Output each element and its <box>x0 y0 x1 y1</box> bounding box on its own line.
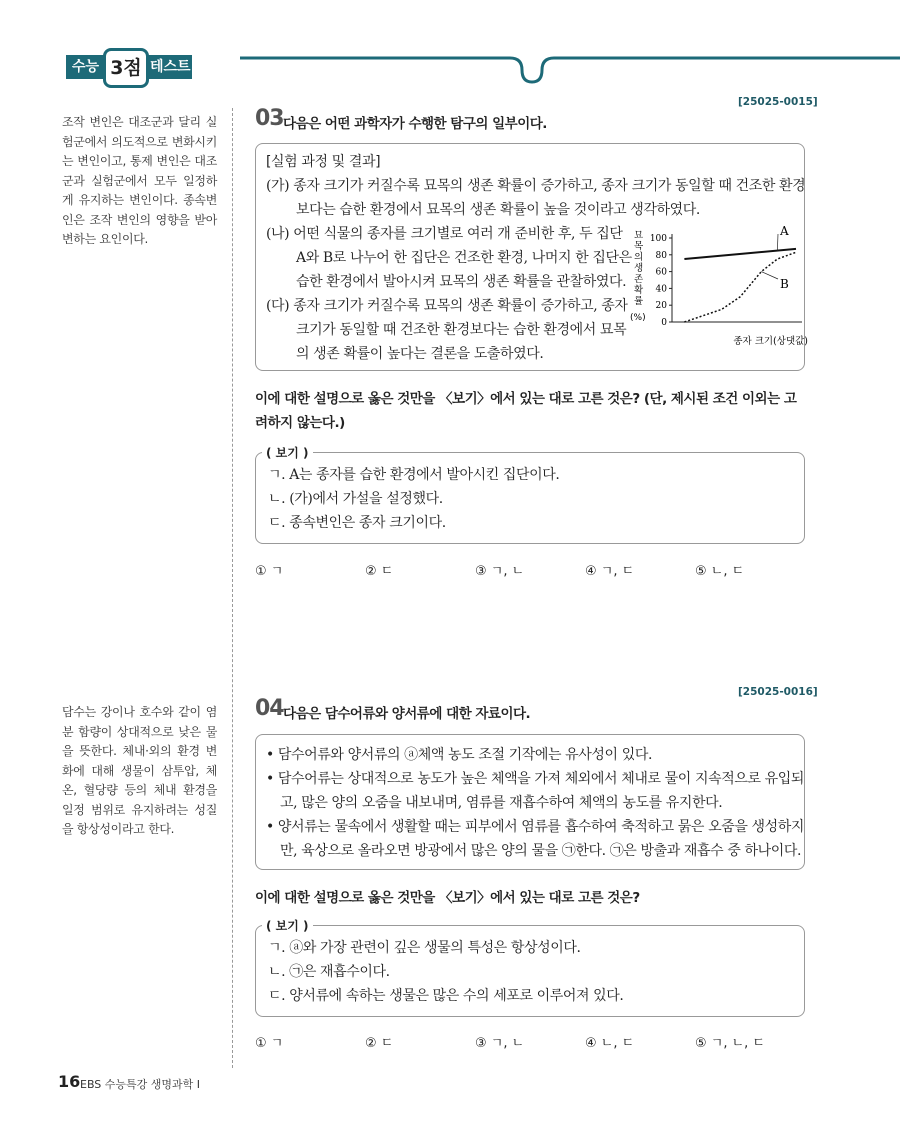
option[interactable]: ② ㄷ <box>365 564 394 579</box>
question-number: 03 <box>255 106 284 131</box>
text-line: • 양서류는 물속에서 생활할 때는 피부에서 염류를 흡수하여 축적하고 묽은 오줌을 생성하지 <box>266 819 804 835</box>
sidenote-q4: 담수는 강이나 호수와 같이 염분 함량이 상대적으로 낮은 물을 뜻한다. 체내·외의 환경 변화에 대해 생물이 삼투압, 체온, 혈당량 등의 체내 환경을 일정 범위로 유지하려는 성질을 항상성이라고 한다. <box>62 705 217 836</box>
y-tick-label: 100 <box>649 234 667 244</box>
column-divider <box>232 108 233 1068</box>
answer-options <box>255 560 815 579</box>
data-text <box>266 743 804 863</box>
text-line: • 담수어류와 양서류의 ⓐ체액 농도 조절 기작에는 유사성이 있다. <box>266 747 653 763</box>
bogi-item: ㄱ. ⓐ와 가장 관련이 깊은 생물의 특성은 항상성이다. <box>268 940 581 956</box>
bogi-label-text: 보기 <box>275 446 299 460</box>
header-test: 테스트 <box>146 55 192 79</box>
question-prompt: 이에 대한 설명으로 옳은 것만을 〈보기〉에서 있는 대로 고른 것은? <box>255 890 640 906</box>
bogi-item: ㄷ. 종속변인은 종자 크기이다. <box>268 515 446 531</box>
text-line: 고, 많은 양의 오줌을 내보내며, 염류를 재흡수하여 체액의 농도를 유지한다. <box>280 795 723 811</box>
bogi-item: ㄴ. ㉠은 재흡수이다. <box>268 964 390 980</box>
y-axis-label-char: 존 <box>634 274 644 285</box>
y-axis-label-char: 률 <box>634 296 644 307</box>
series-label-A: A <box>780 224 789 238</box>
option[interactable]: ⑤ ㄱ, ㄴ, ㄷ <box>695 1036 765 1051</box>
bogi-list <box>268 463 559 535</box>
text-line: 습한 환경에서 발아시켜 묘목의 생존 확률을 관찰하였다. <box>296 274 627 290</box>
y-tick-label: 0 <box>661 318 667 328</box>
bogi-label: ( 보기 ) <box>262 444 313 461</box>
series-A-line <box>684 249 796 259</box>
option[interactable]: ② ㄷ <box>365 1036 394 1051</box>
bogi-item: ㄱ. A는 종자를 습한 환경에서 발아시킨 집단이다. <box>268 467 560 483</box>
text-line: • 담수어류는 상대적으로 농도가 높은 체액을 가져 체외에서 체내로 물이 지속적으로 유입되 <box>266 771 804 787</box>
question-title: 다음은 어떤 과학자가 수행한 탐구의 일부이다. <box>283 116 547 132</box>
text-line: 만, 육상으로 올라오면 방광에서 많은 양의 물을 ㉠한다. ㉠은 방출과 재흡수 중 하나이다. <box>280 843 802 859</box>
sidenote-q3: 조작 변인은 대조군과 달리 실험군에서 의도적으로 변화시키는 변인이고, 통제 변인은 대조군과 실험군에서 모두 일정하게 유지하는 변인이다. 종속변인은 조작 변인의 영향을 받아 변하는 요인이다. <box>62 115 217 246</box>
y-tick-label: 80 <box>655 250 667 261</box>
header-label: 수능 <box>66 55 112 79</box>
y-axis-label-char: 생 <box>634 263 644 274</box>
option[interactable]: ④ ㄴ, ㄷ <box>585 1036 635 1051</box>
y-axis-label-char: 확 <box>634 285 644 296</box>
option[interactable]: ③ ㄱ, ㄴ <box>475 1036 525 1051</box>
question-code: [25025-0015] <box>738 96 818 108</box>
label-leader-A <box>777 234 778 251</box>
option[interactable]: ① ㄱ <box>255 1036 284 1051</box>
bogi-item: ㄷ. 양서류에 속하는 생물은 많은 수의 세포로 이루어져 있다. <box>268 988 624 1004</box>
y-tick-label: 60 <box>655 267 667 278</box>
survival-chart <box>628 224 808 349</box>
option[interactable]: ① ㄱ <box>255 564 284 579</box>
footer-title: EBS 수능특강 생명과학 Ⅰ <box>80 1078 201 1091</box>
bogi-label-text: 보기 <box>275 919 299 933</box>
question-prompt: 이에 대한 설명으로 옳은 것만을 〈보기〉에서 있는 대로 고른 것은? (단, 제시된 조건 이외는 고려하지 않는다.) <box>255 391 797 431</box>
answer-options <box>255 1032 815 1051</box>
y-axis-label-char: 목 <box>634 241 644 252</box>
y-tick-label: 20 <box>655 301 667 312</box>
x-axis-label: 종자 크기(상댓값) <box>733 336 808 347</box>
y-axis-label-char: 의 <box>634 252 644 263</box>
series-label-B: B <box>780 277 789 291</box>
question-code: [25025-0016] <box>738 686 818 698</box>
text-line: (나) 어떤 식물의 종자를 크기별로 여러 개 준비한 후, 두 집단 <box>266 226 623 242</box>
question-title: 다음은 담수어류와 양서류에 대한 자료이다. <box>283 706 531 722</box>
text-line: A와 B로 나누어 한 집단은 건조한 환경, 나머지 한 집단은 <box>296 250 632 266</box>
label-leader-B <box>761 272 778 279</box>
text-line: (다) 종자 크기가 커질수록 묘목의 생존 확률이 증가하고, 종자 <box>266 298 628 314</box>
y-tick-label: 40 <box>655 284 667 295</box>
page-number: 16 <box>58 1072 81 1091</box>
box-title: [실험 과정 및 결과] <box>266 154 381 170</box>
option[interactable]: ④ ㄱ, ㄷ <box>585 564 635 579</box>
text-line: (가) 종자 크기가 커질수록 묘목의 생존 확률이 증가하고, 종자 크기가 동일할 때 건조한 환경 <box>266 178 806 194</box>
option[interactable]: ⑤ ㄴ, ㄷ <box>695 564 745 579</box>
bogi-label: ( 보기 ) <box>262 917 313 934</box>
y-axis-unit: (%) <box>630 313 646 323</box>
question-number: 04 <box>255 696 284 721</box>
text-line: 의 생존 확률이 높다는 결론을 도출하였다. <box>296 346 544 362</box>
text-line: 보다는 습한 환경에서 묘목의 생존 확률이 높을 것이라고 생각하였다. <box>296 202 700 218</box>
bogi-list <box>268 936 623 1008</box>
y-axis-label-char: 묘 <box>634 230 644 241</box>
bogi-item: ㄴ. (가)에서 가설을 설정했다. <box>268 491 443 507</box>
text-line: 크기가 동일할 때 건조한 환경보다는 습한 환경에서 묘목 <box>296 322 627 338</box>
header-points: 3점 <box>103 48 149 88</box>
option[interactable]: ③ ㄱ, ㄴ <box>475 564 525 579</box>
